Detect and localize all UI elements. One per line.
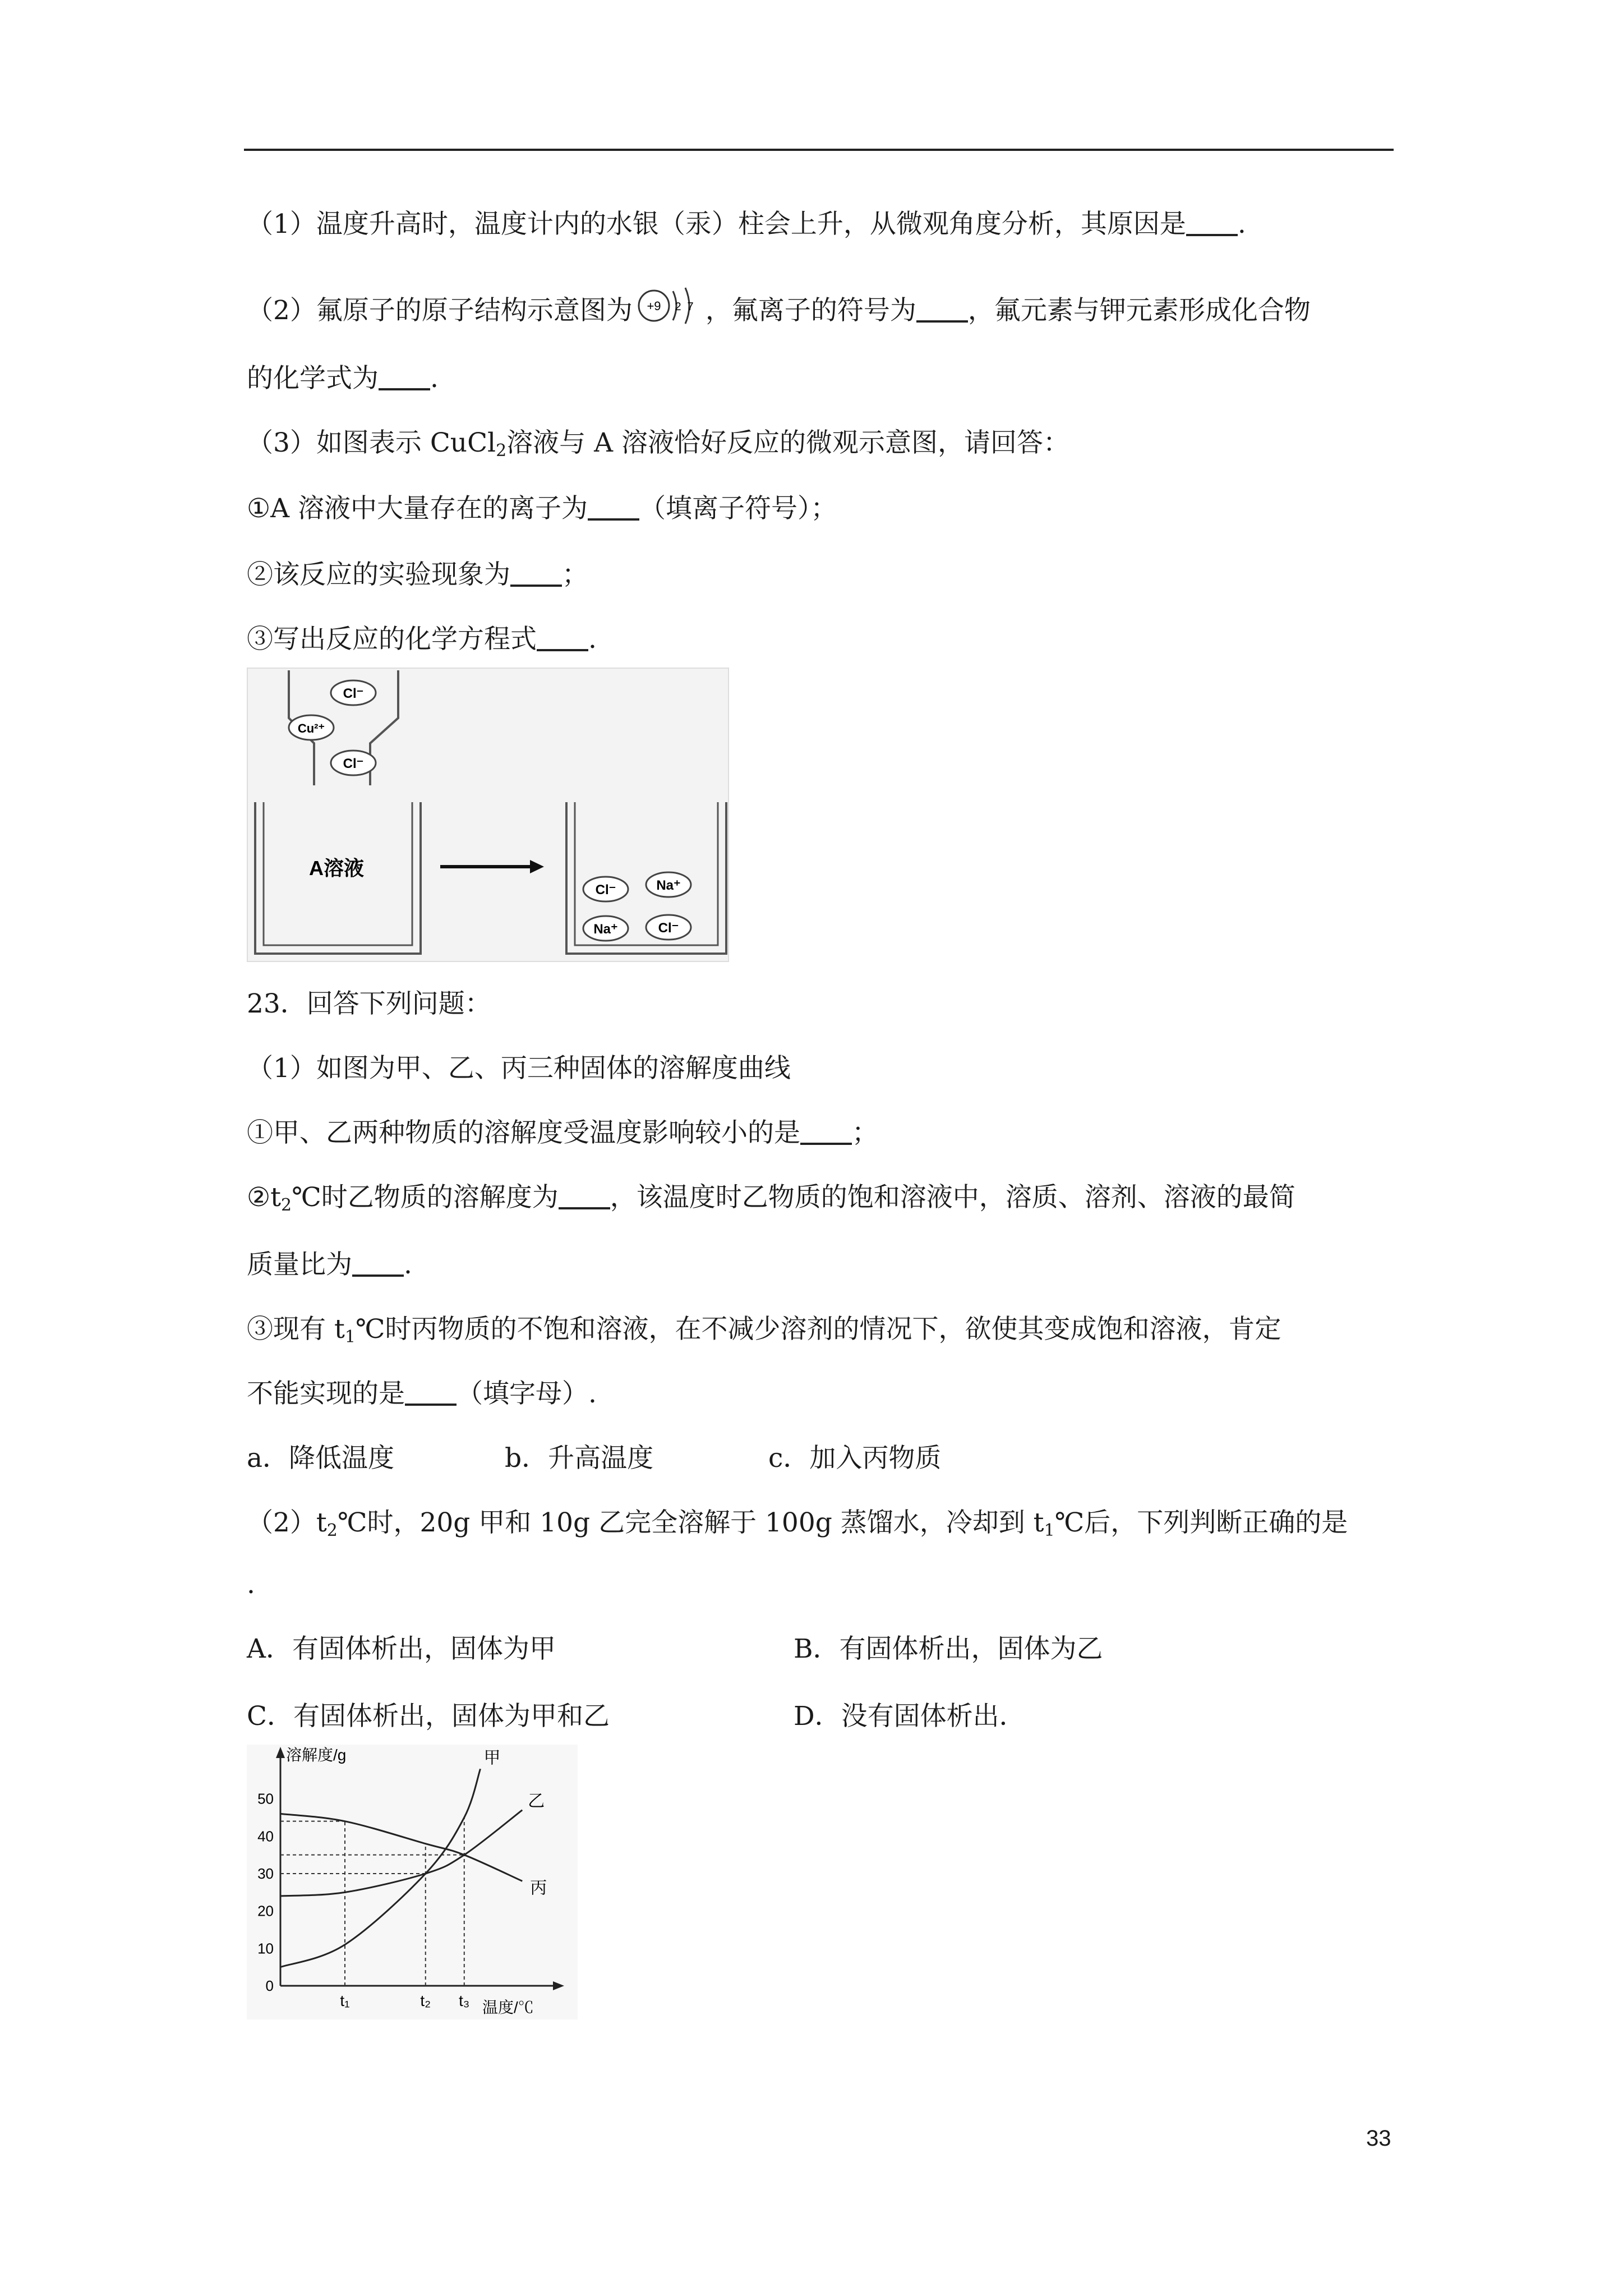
q22-part2-cont: 的化学式为 .	[247, 363, 439, 394]
y-tick-label: 40	[257, 1828, 274, 1845]
answer-blank[interactable]	[800, 1118, 852, 1145]
answer-blank[interactable]	[405, 1379, 457, 1406]
funnel-ion-1	[331, 680, 376, 705]
q23-part1-2-cont: 质量比为 .	[247, 1249, 412, 1280]
series-label: 甲	[483, 1749, 501, 1768]
q22-part3-2: ②该反应的实验现象为 ；	[247, 559, 588, 590]
nucleus-charge: +9	[647, 299, 661, 313]
svg-text:Cl⁻: Cl⁻	[658, 921, 679, 936]
answer-blank[interactable]	[510, 560, 562, 587]
q23-part1-2: $②t_2℃$时乙物质的溶解度为 ，该温度时乙物质的饱和溶液中，溶质、溶剂、溶液的最简	[247, 1182, 1295, 1215]
product-ion-2	[646, 872, 691, 897]
answer-blank[interactable]	[916, 296, 968, 323]
q22-part2: （2）氟原子的原子结构示意图为 +9 2 7 ，氟离子的符号为 ，氟元素与钾元素形成化合物	[247, 284, 1311, 329]
q23-part2-dot: .	[247, 1569, 255, 1600]
q22-part1: （1）温度升高时，温度计内的水银（汞）柱会上升，从微观角度分析，其原因是 .	[247, 209, 1246, 240]
shell2-electrons: 7	[687, 301, 694, 313]
q23-part1-3-cont: 不能实现的是 （填字母）.	[247, 1378, 597, 1409]
y-tick-label: 10	[257, 1940, 274, 1957]
answer-blank[interactable]	[537, 624, 588, 651]
atom-structure-diagram	[633, 284, 706, 329]
reaction-diagram	[247, 668, 729, 962]
svg-text:Cu²⁺: Cu²⁺	[297, 721, 325, 735]
choice-d[interactable]: D．没有固体析出．	[794, 1701, 1026, 1732]
funnel-ion-3	[331, 751, 376, 775]
svg-text:Na⁺: Na⁺	[593, 922, 618, 937]
answer-blank[interactable]	[559, 1182, 610, 1209]
y-tick-label: 20	[257, 1902, 274, 1920]
svg-text:Cl⁻: Cl⁻	[595, 882, 616, 898]
q23-part2: $(2)t_2℃$时，20g 甲和 10g 乙完全溶解于 100g 蒸馏水，冷却到 $t_1℃$后，下列判断正确的是	[247, 1507, 1348, 1540]
product-ion-1	[583, 877, 628, 901]
choice-b[interactable]: B．有固体析出，固体为乙	[794, 1634, 1103, 1664]
q22-part3-3: ③写出反应的化学方程式 .	[247, 624, 597, 655]
q22-part3: （3）如图表示 CuCl$_2$溶液与 A 溶液恰好反应的微观示意图，请回答：	[247, 427, 1069, 461]
page-number: 33	[1366, 2126, 1391, 2151]
x-tick-label: t₃	[459, 1992, 470, 2009]
y-tick-label: 30	[257, 1865, 274, 1882]
option-a[interactable]: a．降低温度	[247, 1443, 395, 1474]
choice-c[interactable]: C．有固体析出，固体为甲和乙	[247, 1701, 610, 1732]
y-tick-label: 0	[265, 1977, 274, 1994]
q22-part3-1: ①A 溶液中大量存在的离子为 （填离子符号）；	[247, 493, 837, 524]
q23-part1: （1）如图为甲、乙、丙三种固体的溶解度曲线	[247, 1053, 791, 1084]
beaker-label: A溶液	[309, 857, 364, 880]
option-c[interactable]: c．加入丙物质	[768, 1443, 942, 1474]
y-tick-label: 50	[257, 1790, 274, 1807]
choice-a[interactable]: A．有固体析出，固体为甲	[247, 1634, 556, 1664]
svg-text:Cl⁻: Cl⁻	[343, 756, 364, 771]
option-b[interactable]: b．升高温度	[505, 1443, 654, 1474]
x-tick-label: t₂	[420, 1992, 431, 2009]
solubility-chart	[247, 1745, 578, 2019]
x-tick-label: t₁	[340, 1992, 350, 2009]
svg-text:Cl⁻: Cl⁻	[343, 686, 364, 701]
q23-title: 23．回答下列问题：	[247, 988, 491, 1019]
y-axis-label: 溶解度/g	[286, 1746, 347, 1764]
x-axis-label: 温度/℃	[482, 1999, 534, 2016]
series-label: 乙	[528, 1792, 545, 1811]
series-label: 丙	[530, 1879, 547, 1898]
answer-blank[interactable]	[588, 494, 639, 521]
svg-text:Na⁺: Na⁺	[656, 878, 681, 893]
answer-blank[interactable]	[379, 364, 430, 390]
q23-part1-1: ①甲、乙两种物质的溶解度受温度影响较小的是 ；	[247, 1117, 878, 1148]
product-ion-3	[583, 916, 628, 941]
funnel-ion-2	[289, 715, 334, 740]
product-ion-4	[646, 915, 691, 940]
header-rule	[244, 149, 1394, 151]
shell1-electrons: 2	[675, 301, 681, 313]
answer-blank[interactable]	[1186, 209, 1238, 236]
answer-blank[interactable]	[352, 1250, 404, 1277]
q23-part1-3: ③现有 $t_1℃$时丙物质的不饱和溶液，在不减少溶剂的情况下，欲使其变成饱和溶液，肯定	[247, 1314, 1281, 1347]
